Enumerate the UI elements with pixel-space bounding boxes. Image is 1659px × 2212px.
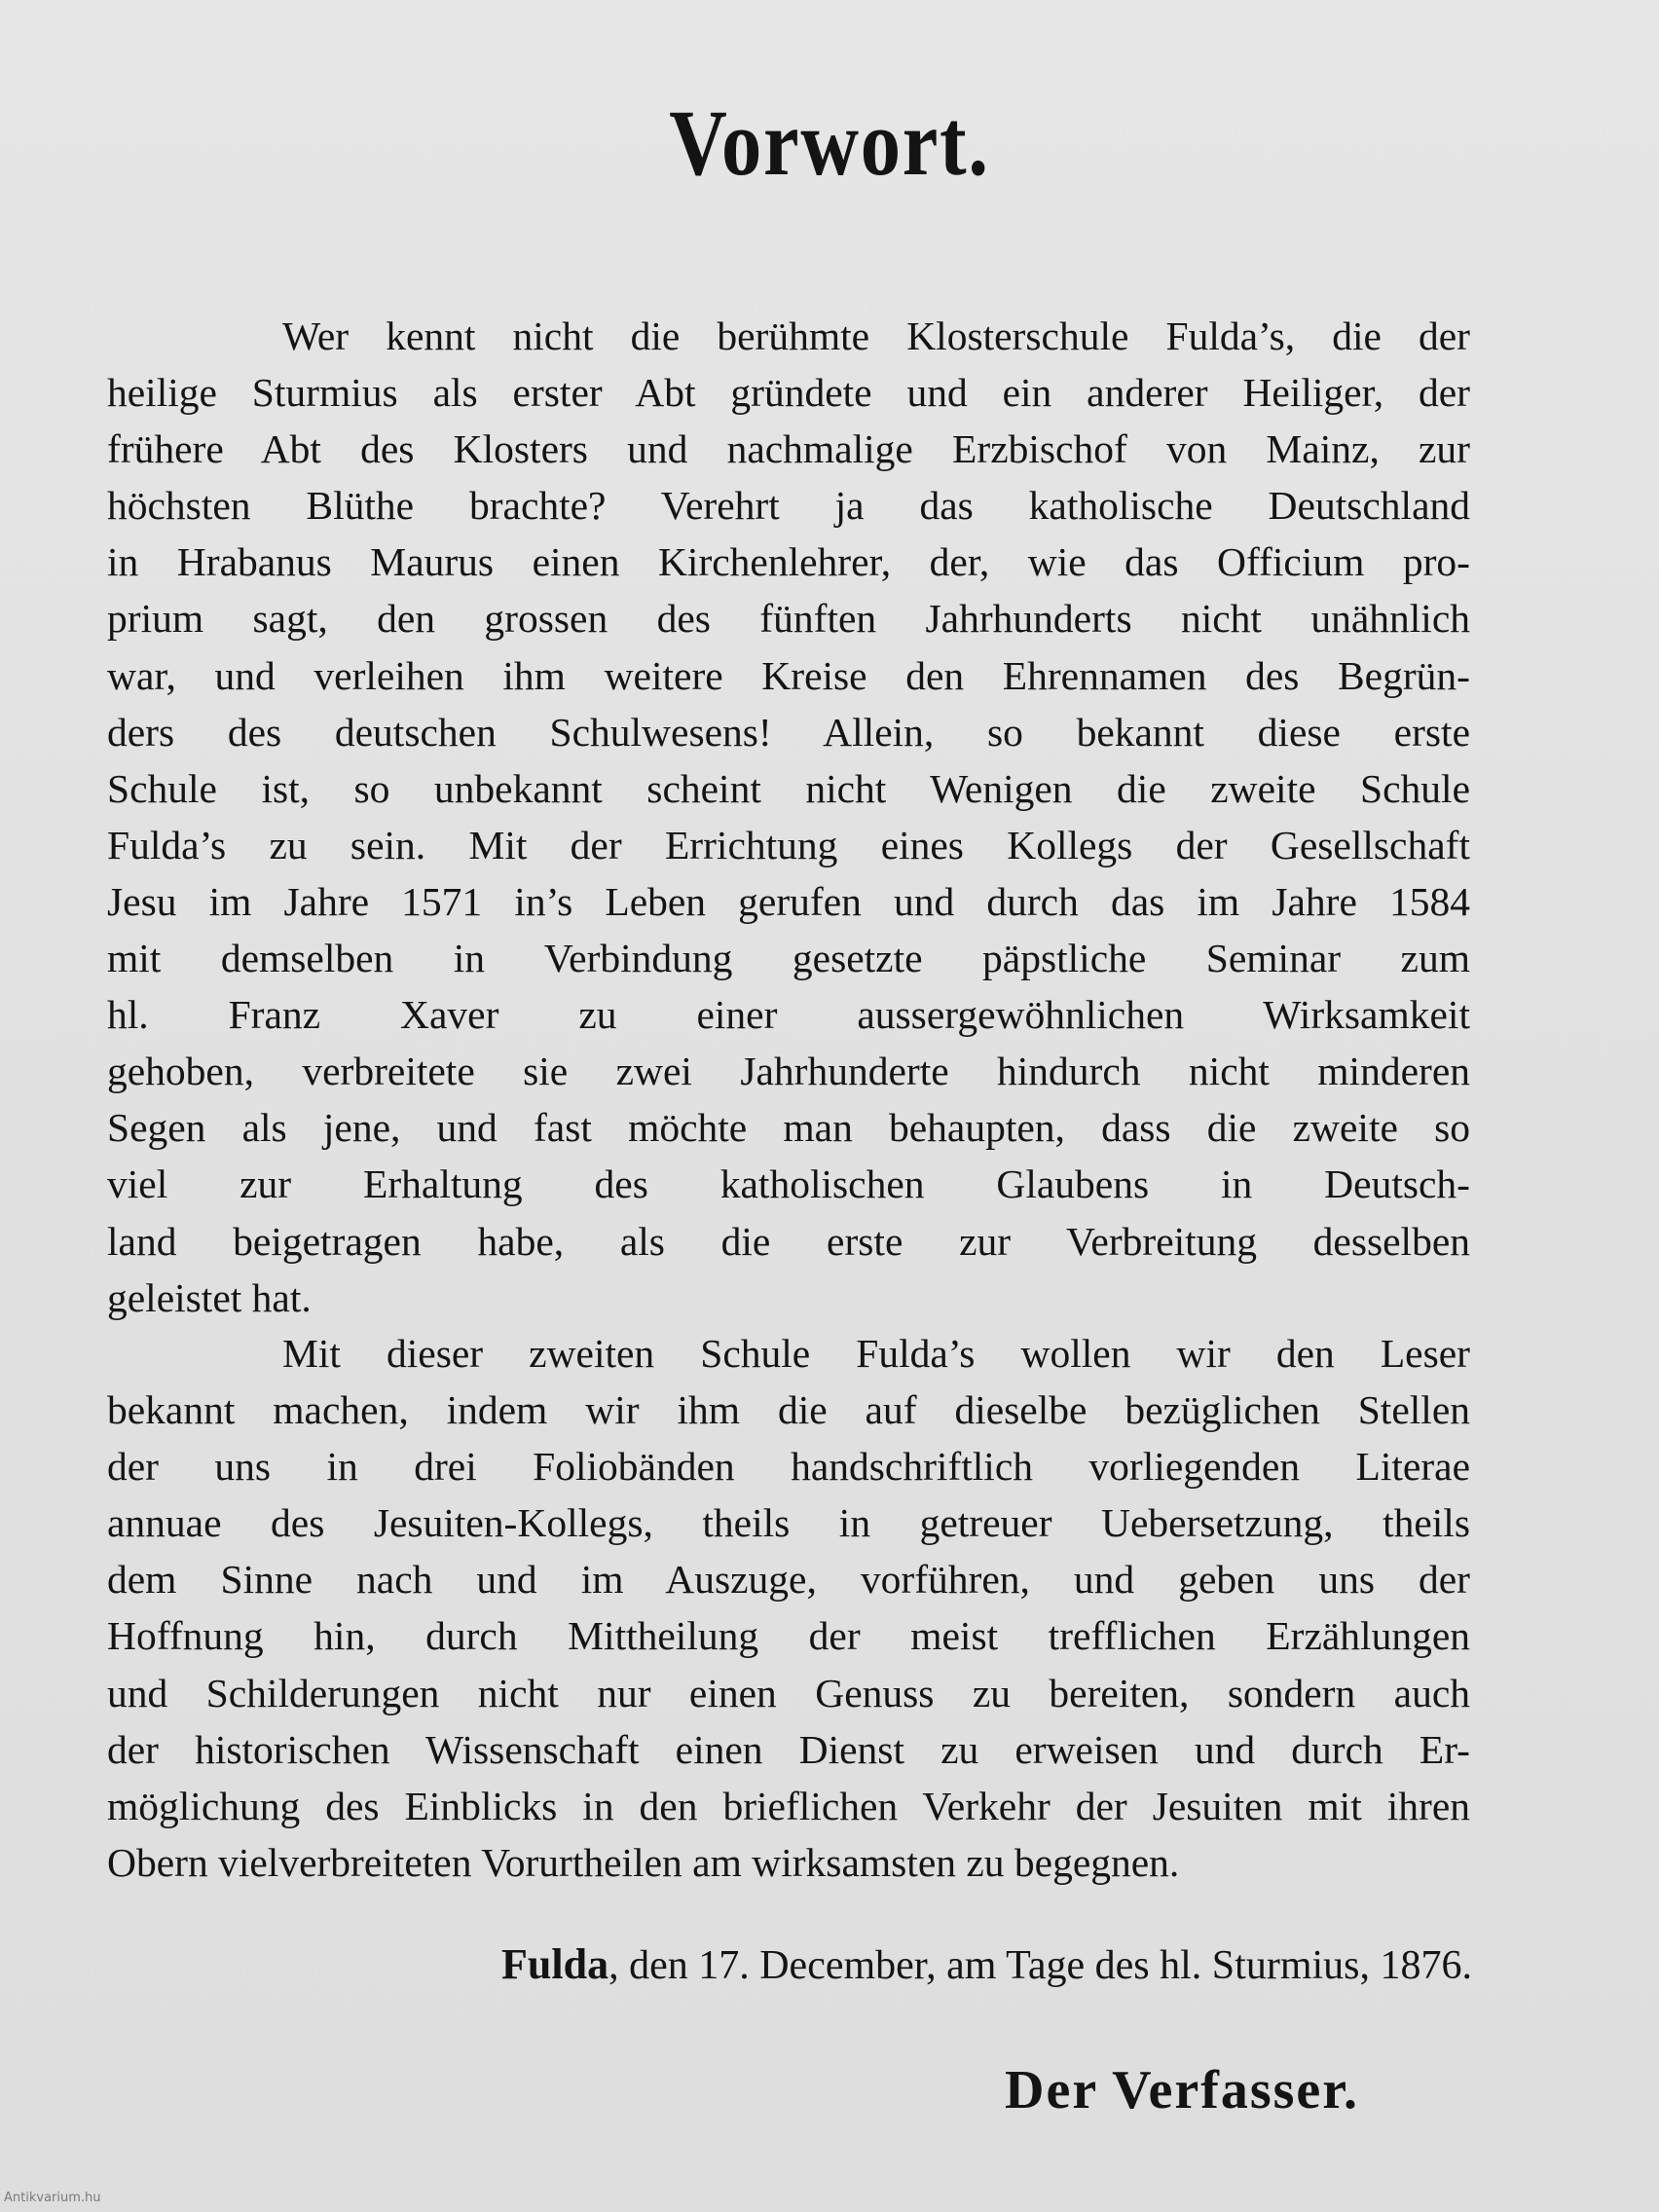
text-line: frühere Abt des Klosters und nachmalige Erzbischof von Mainz, zur — [107, 426, 1470, 472]
dateline-text: , den 17. December, am Tage des hl. Sturmius, 1876. — [608, 1943, 1472, 1988]
text-line: der historischen Wissenschaft einen Dienst zu erweisen und durch Er- — [107, 1726, 1470, 1772]
text-line: viel zur Erhaltung des katholischen Glaubens in Deutsch- — [107, 1161, 1470, 1207]
text-line: Schule ist, so unbekannt scheint nicht Wenigen die zweite Schule — [107, 765, 1470, 811]
text-line: war, und verleihen ihm weitere Kreise den Ehrennamen des Begrün- — [107, 652, 1470, 698]
author-signature: Der Verfasser. — [1005, 2060, 1359, 2120]
paragraph-2 — [107, 1325, 1470, 1891]
text-line: bekannt machen, indem wir ihm die auf dieselbe bezüglichen Stellen — [107, 1387, 1470, 1433]
text-line: Wer kennt nicht die berühmte Klosterschule Fulda’s, die der — [282, 313, 1470, 358]
text-line: ders des deutschen Schulwesens! Allein, so bekannt diese erste — [107, 709, 1470, 755]
text-line: und Schilderungen nicht nur einen Genuss zu bereiten, sondern auch — [107, 1670, 1470, 1715]
text-line: Segen als jene, und fast möchte man behaupten, dass die zweite so — [107, 1105, 1470, 1151]
text-line: gehoben, verbreitete sie zwei Jahrhunderte hindurch nicht minderen — [107, 1049, 1470, 1094]
text-line: geleistet hat. — [107, 1274, 312, 1320]
text-line: höchsten Blüthe brachte? Verehrt ja das katholische Deutschland — [107, 483, 1470, 529]
text-line: prium sagt, den grossen des fünften Jahrhunderts nicht unähnlich — [107, 596, 1470, 642]
text-line: heilige Sturmius als erster Abt gründete und ein anderer Heiliger, der — [107, 370, 1470, 416]
text-line: Fulda’s zu sein. Mit der Errichtung eines Kollegs der Gesellschaft — [107, 822, 1470, 867]
page-title: Vorwort. — [669, 91, 990, 195]
text-line: dem Sinne nach und im Auszuge, vorführen, und geben uns der — [107, 1557, 1470, 1603]
text-line: mit demselben in Verbindung gesetzte päpstliche Seminar zum — [107, 936, 1470, 981]
text-line: Obern vielverbreiteten Vorurtheilen am wirksamsten zu begegnen. — [107, 1839, 1180, 1885]
text-line: Mit dieser zweiten Schule Fulda’s wollen wir den Leser — [282, 1331, 1470, 1376]
text-line: in Hrabanus Maurus einen Kirchenlehrer, der, wie das Officium pro- — [107, 539, 1470, 585]
dateline — [0, 1936, 1472, 1995]
dateline-place: Fulda — [501, 1940, 609, 1988]
watermark: Antikvarium.hu — [4, 2191, 101, 2205]
text-line: land beigetragen habe, als die erste zur Verbreitung desselben — [107, 1218, 1470, 1264]
text-line: der uns in drei Foliobänden handschriftlich vorliegenden Literae — [107, 1444, 1470, 1490]
text-line: Hoffnung hin, durch Mittheilung der meist trefflichen Erzählungen — [107, 1613, 1470, 1659]
text-line: hl. Franz Xaver zu einer aussergewöhnlichen Wirksamkeit — [107, 992, 1470, 1038]
text-line: annuae des Jesuiten-Kollegs, theils in getreuer Uebersetzung, theils — [107, 1500, 1470, 1546]
paragraph-1 — [107, 308, 1470, 1326]
text-line: möglichung des Einblicks in den brieflichen Verkehr der Jesuiten mit ihren — [107, 1783, 1470, 1828]
text-line: Jesu im Jahre 1571 in’s Leben gerufen und durch das im Jahre 1584 — [107, 878, 1470, 924]
